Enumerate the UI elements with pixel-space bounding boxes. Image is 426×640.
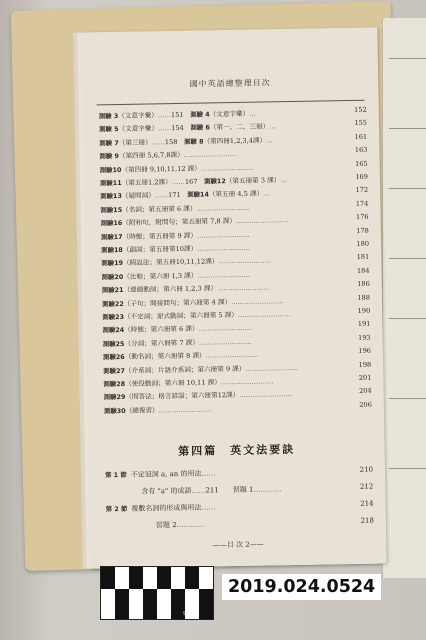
leader-dots: …………………… [205,350,259,360]
toc-page-number: 186 [357,279,370,289]
part-title: 第四篇 英文法要訣 [178,442,296,458]
section-title: 含有 "a" 的成語 [141,486,192,496]
toc-test-topic: （第五冊 4,5 課） [208,189,264,199]
toc-test-topic: （第四冊 5,6,7,8課） [118,151,184,161]
leader-dots: …………………… [197,243,250,253]
toc-test-topic: （比較；第六冊 1,3 課） [123,271,198,281]
toc-test-label: 測驗11 [99,178,122,188]
leader-dots: …………………… [196,230,250,240]
scale-bottom-row [101,589,213,619]
leader-dots: …… [171,177,185,187]
leader-dots: …… [191,486,206,495]
section-label: 第 1 節 [105,470,127,480]
leader-dots: …………………… [198,337,252,347]
book-page [81,27,386,568]
leader-dots: … [266,136,273,145]
section-row [106,517,374,535]
toc-test-topic: （第三冊） [118,138,152,147]
toc-test-label: 測驗15 [100,205,123,215]
toc-test-topic: （第四冊 9,10,11,12 課） [121,164,201,174]
scale-label-5cm: 5cm [183,611,192,616]
toc-test-topic: （第四冊1,2,3,4課） [203,136,267,146]
toc-page-number: 184 [356,266,370,275]
leader-dots: …………………… [197,270,251,280]
toc-test-topic: （文意字彙） [118,111,158,120]
toc-test-label: 測驗29 [103,393,126,402]
toc-test-topic: （子句；間接問句；第六冊第 4 課） [123,297,232,308]
toc-page-number: 158 [164,137,178,146]
page-footer: ——目 次 2—— [212,540,264,550]
toc-test-topic: （名詞；第五冊第 6 課） [122,204,197,214]
right-page-mark [389,468,426,469]
right-page-mark [389,128,426,129]
toc-test-label: 測驗25 [102,339,125,349]
toc-test-label: 測驗 6 [190,123,210,133]
section-row [105,466,373,484]
toc-page-number: 191 [357,320,371,329]
toc-test-label: 測驗20 [101,272,124,282]
toc-test-label: 測驗18 [101,245,123,255]
toc-page-number: 188 [357,293,371,302]
right-page-mark [389,58,426,59]
toc-page-number: 154 [171,124,184,133]
toc-page-number: 198 [358,360,372,369]
leader-dots: …………………… [198,324,252,334]
leader-dots: …………………… [196,203,250,213]
leader-dots: …… [154,191,169,200]
leader-dots: … [280,176,287,185]
toc-test-topic: （總復習） [125,406,159,415]
exercise-label: 習題 2 [155,521,177,530]
leader-dots: …… [157,111,172,120]
exercise-label: 習題 1 [232,485,254,495]
toc-test-label: 測驗 9 [99,152,120,161]
leader-dots: …………………… [158,405,212,415]
toc-test-label: 測驗 4 [190,110,210,119]
leader-dots: …………………… [237,310,291,319]
toc-page-number: 165 [355,159,368,168]
right-page-mark [389,398,426,399]
toc-page-number: 169 [355,172,368,181]
toc-test-label: 測驗 8 [183,137,204,146]
toc-test-topic: （動名詞；第六冊第 8 課） [124,351,206,362]
toc-test-topic: （附和句，附問句；第五冊第 7,8 課） [122,217,237,228]
leader-dots: …………………… [220,377,274,387]
toc-test-label: 測驗23 [102,312,125,322]
toc-page-number: 201 [358,373,372,382]
page-header: 國中英語總整理目次 [189,78,271,89]
toc-test-topic: （使役動詞；第六冊 10,11 課） [125,378,221,388]
section-page-number: 214 [360,499,374,508]
leader-dots: …………………… [218,256,272,266]
toc-test-label: 測驗13 [100,192,122,201]
leader-dots: … [269,122,276,131]
leader-dots: …………………… [239,390,293,400]
leader-dots: …………………… [216,283,270,293]
toc-test-label: 測驗19 [101,259,124,268]
leader-dots: …………………… [183,150,237,160]
toc-page-number: 181 [356,253,370,262]
leader-dots: …… [157,124,172,133]
scale-label-1cm: 1cm [104,611,113,616]
toc-test-label: 測驗21 [101,286,124,295]
section-title: 複數名詞的形成與用法 [131,503,202,513]
toc-test-topic: （文意字彙） [118,124,159,134]
toc-test-label: 測驗30 [103,406,126,416]
toc-test-label: 測驗 5 [98,125,119,134]
leader-dots: …… [151,137,165,147]
toc-page-number: 193 [358,333,371,342]
right-page-mark [389,258,426,259]
toc-test-topic: （副詞；第五冊第10課） [122,244,198,254]
toc-test-label: 測驗27 [103,366,126,375]
toc-test-topic: （不定詞；原式動詞；第六冊第 5 課） [123,310,238,321]
toc-test-topic: （第五冊第 3 課） [225,176,281,186]
right-page-mark [389,188,426,189]
toc-test-topic: （連綴動詞；第六冊 1,2,3 課） [123,284,218,295]
toc-page-number: 163 [354,145,368,155]
section-label: 第 2 節 [105,504,128,514]
toc-test-topic: （介系詞；片語介系詞；第六冊第 9 課） [124,364,246,375]
leader-dots: … [263,189,270,198]
toc-page-number: 196 [358,346,372,356]
toc-page-number: 206 [359,400,372,409]
toc-test-topic: （假設法；第五冊10,11,12課） [122,257,219,268]
toc-test-topic: （時態；第五冊第 9 課） [122,231,197,241]
toc-page-number: 172 [355,186,369,195]
section-page-number: 212 [359,482,374,491]
toc-page-number: 171 [167,191,181,200]
toc-test-label: 測驗12 [204,177,226,186]
toc-test-label: 測驗24 [102,326,125,335]
leader-dots: ………… [253,485,282,494]
leader-dots: …… [201,503,216,512]
toc-test-topic: （問答法；格言諺語；第六冊第12課） [125,391,240,402]
toc-test-topic: （文意字彙） [209,109,250,119]
toc-test-label: 測驗26 [102,353,125,362]
section-title: 不定冠詞 a, an 的用法 [130,469,202,479]
toc-test-topic: （時態；第六冊第 6 課） [124,325,199,335]
toc-test-topic: （第五冊1,2課） [121,178,172,187]
leader-dots: …………………… [235,216,289,226]
toc-page-number: 152 [354,105,367,114]
toc-test-label: 測驗16 [100,219,123,228]
leader-dots: … [249,109,256,118]
color-scale-bar [100,566,214,620]
section-page-number: 218 [360,516,374,525]
toc-test-label: 測驗28 [103,379,126,389]
right-page-mark [389,318,426,319]
toc-test-topic: （第一、二、三冊） [209,122,270,132]
toc-page-number: 155 [354,119,368,128]
leader-dots: ………… [176,520,205,530]
toc-test-label: 測驗14 [187,190,209,200]
toc-page-number: 161 [354,132,368,141]
toc-test-label: 測驗 7 [99,138,119,148]
toc-page-number: 180 [356,239,370,248]
leader-dots: …………………… [230,296,284,306]
toc-test-topic: （分詞；第六冊第 7 課） [124,338,199,348]
toc-page-number: 176 [355,212,369,222]
toc-page-number: 178 [356,226,369,235]
toc-page-number: 151 [170,110,184,120]
section-row [105,483,373,501]
toc-page-number: 174 [355,199,369,208]
header-rule [97,100,365,106]
leader-dots: …………………… [200,163,254,173]
right-page-edge [382,18,426,578]
toc-page-number: 204 [358,387,372,396]
accession-number: 2019.024.0524 [222,574,381,600]
toc-page-number: 167 [184,177,198,186]
footer-label: 目 次 2 [226,540,250,550]
toc-test-topic: （疑問詞） [121,191,155,201]
toc-test-label: 測驗22 [102,299,124,308]
section-row [106,500,374,518]
leader-dots: …………………… [245,363,299,373]
leader-dots: …… [201,469,216,478]
scale-top-row [101,567,213,589]
section-page-number: 211 [205,486,219,495]
toc-test-label: 測驗10 [99,165,122,174]
section-page-number: 210 [359,465,374,474]
toc-page-number: 190 [357,306,371,315]
toc-test-label: 測驗17 [100,232,123,241]
toc-test-label: 測驗 3 [98,111,119,121]
